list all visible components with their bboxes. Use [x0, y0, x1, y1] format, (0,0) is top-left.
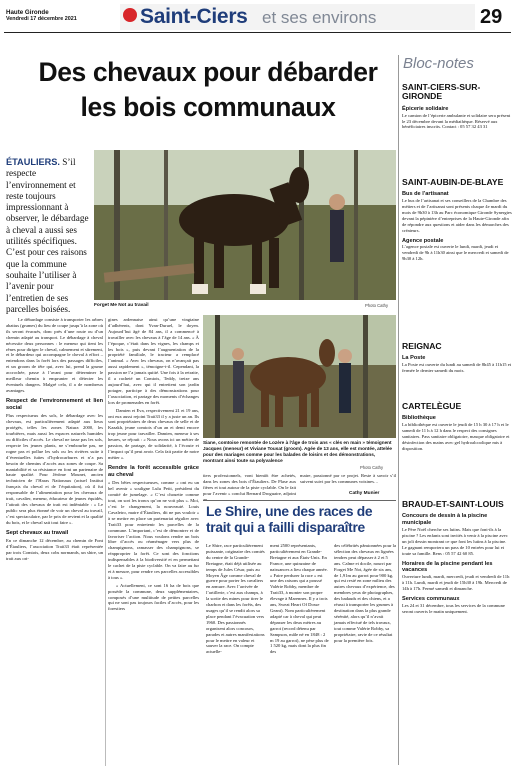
item-bus-text: Le bus de l’artisanat et ses conseillers de la Chambre des métiers et de l’artisanat sont présents chaque 4e mardi du mois de 9h30 à 13h au Parc économique Gironde Synergies devant la pépinière d’entreprises de la Haute-Gironde afin de répondre aux questions et aider dans les démarches des créateurs. [402, 198, 512, 233]
body-paragraph-5: Damien et Eva, respectivement 21 et 19 ans, ont eux aussi rejoint Trait33 il y a juste un an. Ils sont propriétaires de deux chevaux de selle et de Kazakh, jeune comtois d’un an et demi encore trop jeune pour travailler. Damien, meneur à ses heures, se réjouit : « Nous avons ici un métier de passion, de partage, de solidarité, à l’écoute et l’impact qu’il peut avoir. Cela fait partie de notre métier ». [108, 407, 199, 460]
item-services-title: Services communaux [402, 595, 460, 602]
item-bibliotheque-title: Bibliothèque [402, 415, 436, 422]
section-subtitle: et ses environs [262, 8, 377, 27]
item-bus-title: Bus de l’artisanat [402, 191, 449, 198]
lead-paragraph [6, 157, 91, 315]
sidebar-section-1 [402, 178, 512, 262]
item-epicerie-title: Épicerie solidaire [402, 105, 449, 112]
photo1-credit: Photo Cathy [365, 303, 389, 308]
sidebar-section-2 [402, 342, 512, 374]
article-col1 [6, 317, 103, 562]
publication-name: Haute Gironde [6, 9, 49, 16]
subheading-seven-horses: Sept chevaux au travail [6, 529, 69, 536]
sidebar-section-0 [402, 83, 512, 130]
item-bibliotheque-text: La bibliothèque est ouverte le jeudi de 15 h 30 à 17 h et le samedi de 11 h à 12 h dans le respect des consignes sanitaires. Pass sanitaire obligatoire, masque obligatoire et désinfection des mains avec gel hydroalcoolique mis à disposition. [402, 422, 510, 451]
town-saint-aubin: SAINT-AUBIN-DE-BLAYE [402, 177, 504, 187]
horse-illustration [94, 150, 396, 300]
photo2-credit: Photo Cathy [360, 465, 384, 470]
photo1-caption: Forget Me Not au travail [94, 303, 149, 308]
headline-line-2: les bois communaux [80, 92, 336, 122]
masthead-rule [4, 32, 511, 33]
sidebar-section-3 [402, 402, 512, 452]
article-col4: maire, passionné par ce projet. Reste à savoir s’il suivent suivi par les communes voisines… [300, 473, 396, 484]
body-paragraph-4: gines ardennaise ainsi qu’une vingtaine d’adhérents, dont Yvan-Duruel, le doyen. Aujourd’hui âgé de 84 ans, il a commencé à travailler avec les chevaux à l’âge de 14 ans. « À l’époque, c’était dans les vignes, les champs et les bois », puis devant l’augmentation de la propriété familiale, le tracteur a remplacé l’animal. « Avec les chevaux, on n’avançait pas aussi rapidement », témoigne-t-il. Cependant, la passion ne l’a jamais quitté. Une fois à la retraite, il a racheté un Comtois, Teddy, treize ans aujourd’hui, avec qui il entretient son jardin potager, participe à des démonstrations pour l’association, et partage des moments d’échanges lors de promenades en forêt. [108, 317, 199, 405]
item-poste-text: La Poste est ouverte du lundi au samedi de 8h45 à 11h15 et fermée le dernier samedi du mois. [402, 362, 512, 374]
body-paragraph-3: En ce dimanche 12 décembre, au chemin de Font d’Étauliers, l’association Trait33 était représentée par trois Comtois, deux cobs normands, un shire, un trait aux ori- [6, 538, 103, 562]
subheading-accessible-forest: Rendre la forêt accessible grâce au cheval [108, 464, 199, 478]
body-paragraph-7: « Actuellement, ce sont 16 ha de bois que possède la commune, deux supplémentaires, composés d’une multitude de petites parcelles qui ne sont pas toujours faciles d’accès, pour les forestiers [108, 582, 199, 612]
shire-col2: ment 2500 représentants, particulièrement en Grande-Bretagne et aux États-Unis. En France, une quinzaine de naissances a lieu chaque année. « Faire perdurer la race » est une des raisons qui a poussé Valérie Robby, membre de Trait33, à monter son propre élevage à Marennes. Il y a trois ans, Sweat Heart Of Dosse Geant). Nom particulièrement adapté car à cheval qui peut dépasser les deux mètres au garrot (record détenu par Sampson, mâle né en 1848 : 2 m 19 au garrot), ne pèse plus de 1 520 kg, mais dont la plus fin des [270, 543, 329, 655]
town-reignac: REIGNAC [402, 341, 442, 351]
town-cartelegue: CARTELÈGUE [402, 401, 462, 411]
body-paragraph-1: Le débardage consiste à transporter les arbres abattus (grumes) du lieu de coupe jusqu’à la zone où ils seront évacués, donc près d’une route ou d’un chemin adapté au transport. Le débardage à cheval nécessite deux personnes : le meneur qui tient les rênes pour diriger le cheval, calmement et sûrement, et le débardeur qui accompagne le cheval à effort – entendons dans la forêt lors des passages difficiles, et un groom de tête qui, avec lui, prend la grume accrochée, passe à l’avant pour déterminer le meilleur chemin à emprunter et détecter les éventuels dangers. Malgré cela, il a de nombreux avantages. [6, 317, 103, 393]
section-title: Saint-Ciers [140, 5, 248, 28]
lead-text: S’il respecte l’environnement et reste toujours impressionnant à observer, le débardage à cheval a aussi ses utilités spécifiques. C’est pour ces raisons que la commune souhaite l’utiliser à l’avenir pour l’entretien de ses parcelles boisées. [6, 157, 89, 314]
item-epicerie-text: Le camion de l’épicerie ambulante et solidaire sera présent le 23 décembre devant la médiathèque. Réservé aux bénéficiaires inscrits. Contact : 05 57 32 43 31 [402, 112, 511, 130]
shire-col3: des célébrités pâmionnées pour la sélection des chevaux en lignées tendres peut dépasser à 2 et 5 ans. Calme et docile, nourri par Forget Me Not, âgée de six ans, de 1,91m au garrot pour 900 kg, qui est resté en zone milieu des autres chevaux d’expérience, des membres yeux de photographes, des badauds et des chiens, et a réussi à transporter les grumes à destination dans la plus grande sérénité, alors qu’il n’avait jamais effectué de tels travaux, tout comme Valérie Robby, sa propriétaire, ravie de ce résultat pour la première fois. [334, 543, 396, 643]
sidebar-section-4 [402, 500, 512, 614]
section-logo-icon [123, 8, 137, 22]
shire-col1: Le Shire, race particulièrement puissante, originaire des comtés du centre de la Grande-Bretagne, était déjà utilisée au temps de Jules César, puis au Moyen Âge comme cheval de guerre pour porter les cavaliers en armure. Avec l’arrivée de l’artillerie, c’est aux champs, à la sortie des mines pour tirer le charbon et dans les forêts, des usages qu’il se rendit alors sa place pendant l’évacuation vers 1960. Des passionnés organisent alors concours, parades et autres manifestations pour le mettre en valeur et sauver la race. On compte actuelle- [206, 543, 265, 655]
item-agence-text: L’agence postale est ouverte le lundi, mardi, jeudi et vendredi de 9h à 11h30 ainsi que le mercredi et samedi de 9h30 à 12h. [402, 244, 509, 262]
shire-headline: Le Shire, une des races de trait qui a failli disparaître [206, 504, 373, 535]
sidebar-divider [398, 55, 399, 765]
sidebar-title: Bloc-notes [403, 55, 474, 72]
article-col2 [108, 317, 199, 612]
page-number: 29 [480, 6, 503, 28]
lead-kicker: ÉTAULIERS. [6, 157, 60, 167]
subheading-environment: Respect de l’environnement et lien social [6, 397, 103, 411]
horse-team-illustration [203, 315, 396, 438]
photo-horse-logging [94, 150, 396, 300]
article-col3: tiers professionnels, vont bientôt être achetés, dans les zones des bois d’Étauliers. De Plase aux fières et tout autour de la piste cyclable. On le fait pour l’avenir » conclut Bernard Droguaire, adjoint au [203, 473, 296, 502]
town-saint-ciers: SAINT-CIERS-SUR-GIRONDE [402, 82, 481, 102]
column-divider [105, 318, 106, 766]
item-services-text: Les 24 et 31 décembre, tous les services de la commune seront ouverts le matin uniquement. [402, 602, 505, 614]
item-horaires-text: Ouverture lundi, mardi, mercredi, jeudi et vendredi de 11h à 11h. Lundi, mardi et jeudi de 15h30 à 19h. Mercredi de 14h à 17h. Fermé samedi et dimanche. [402, 574, 510, 591]
item-concours-text: Le Père Noël cherche ses lutins. Mais que font-ils à la piscine ? Les enfants sont invités à venir à la piscine avec un joli dessin montrant ce que font les lutins à la piscine. Le gagnant remportera un pass de 10 entrées pour lui et toute sa famille. Rens : 05 57 42 60 85. [402, 527, 508, 556]
item-horaires-title: Horaires de la piscine pendant les vacances [402, 560, 493, 574]
publication-date: Vendredi 17 décembre 2021 [6, 16, 77, 22]
item-concours-title: Concours de dessin à la piscine municipale [402, 513, 488, 527]
item-poste-title: La Poste [402, 355, 426, 362]
photo-horse-team [203, 315, 396, 438]
item-agence-title: Agence postale [402, 237, 444, 244]
article-author: Cathy Munier [349, 491, 380, 496]
town-braud: BRAUD-ET-SAINT-LOUIS [402, 499, 504, 509]
photo2-caption: Siane, comtoise remontée de Lozère à l’âge de trois ans « clés en main » témoignent Jacques (meneur) et Viviane Tousat (groom). Agée de 13 ans, elle est montée, attelée pour des mariages comme pour les balades de loisirs et des démonstrations, montrant ainsi toute sa polyvalence [203, 440, 393, 463]
body-paragraph-2: Plus respectueux des sols, le débardage avec les chevaux, est particulièrement adapté aux lieux protégés, telles les zones Natura 2000, les tourbières, mais aussi les espaces naturels humides ou difficiles d’accès. Le cheval ne tasse pas les sols, respecte les jeunes plants, ne s’embourbe pas, ne rogne pas et pollue les sols ou les rivières suite à d’éventuelles fuites d’hydrocarbures et n’a pas besoin de chemins d’accès aux zones de coupe. Sa maniabilité et sa résistance en font un partenaire de haute qualité. Pour Jérôme Mounet, ancien technicien de l’Haras Nationaux (actuel Institut français du cheval et de l’équitation), où il fut responsable de l’alimentation pour les chevaux de trait, cavalier, meneur, éducateur de jeunes équidés, l’attrait des chevaux de trait est indéniable : « Le public sera plus étonné de voir un cheval au travail, c’est spectaculaire, par le prix de revient et la qualité du bois, et le cheval sait tout faire ». [6, 413, 103, 525]
body-paragraph-6: « Des bêtes respectueuses, comme « ont eu un bel avenir » souligne Lulu Petit, président du comité de jumelage. « C’est chouette comme tout, on sort les troncs qu’on ne voit plus ». Moi, c’est le changement, la nouveauté. Louis Cavaleiro, maire d’Étauliers, dit ne pas vouloir « à se mettre en place un partenariat régulier avec Trait33 pour entretenir les parcelles de la commune. L’important, c’est de démontrer et de favoriser l’action. Nous voulons rendre un bois libre d’accès ou réaménager vers plus de champignons, ramasser des champignons, se réapproprier la forêt. Ce sont des fonctions indispensables à la biodiversité et en permettant le cachet de la piste cyclable. On va faire au fur et à mesure, pour rendre ces parcelles accessibles à tous ». [108, 480, 199, 580]
headline-line-1: Des chevaux pour débarder [38, 57, 378, 87]
